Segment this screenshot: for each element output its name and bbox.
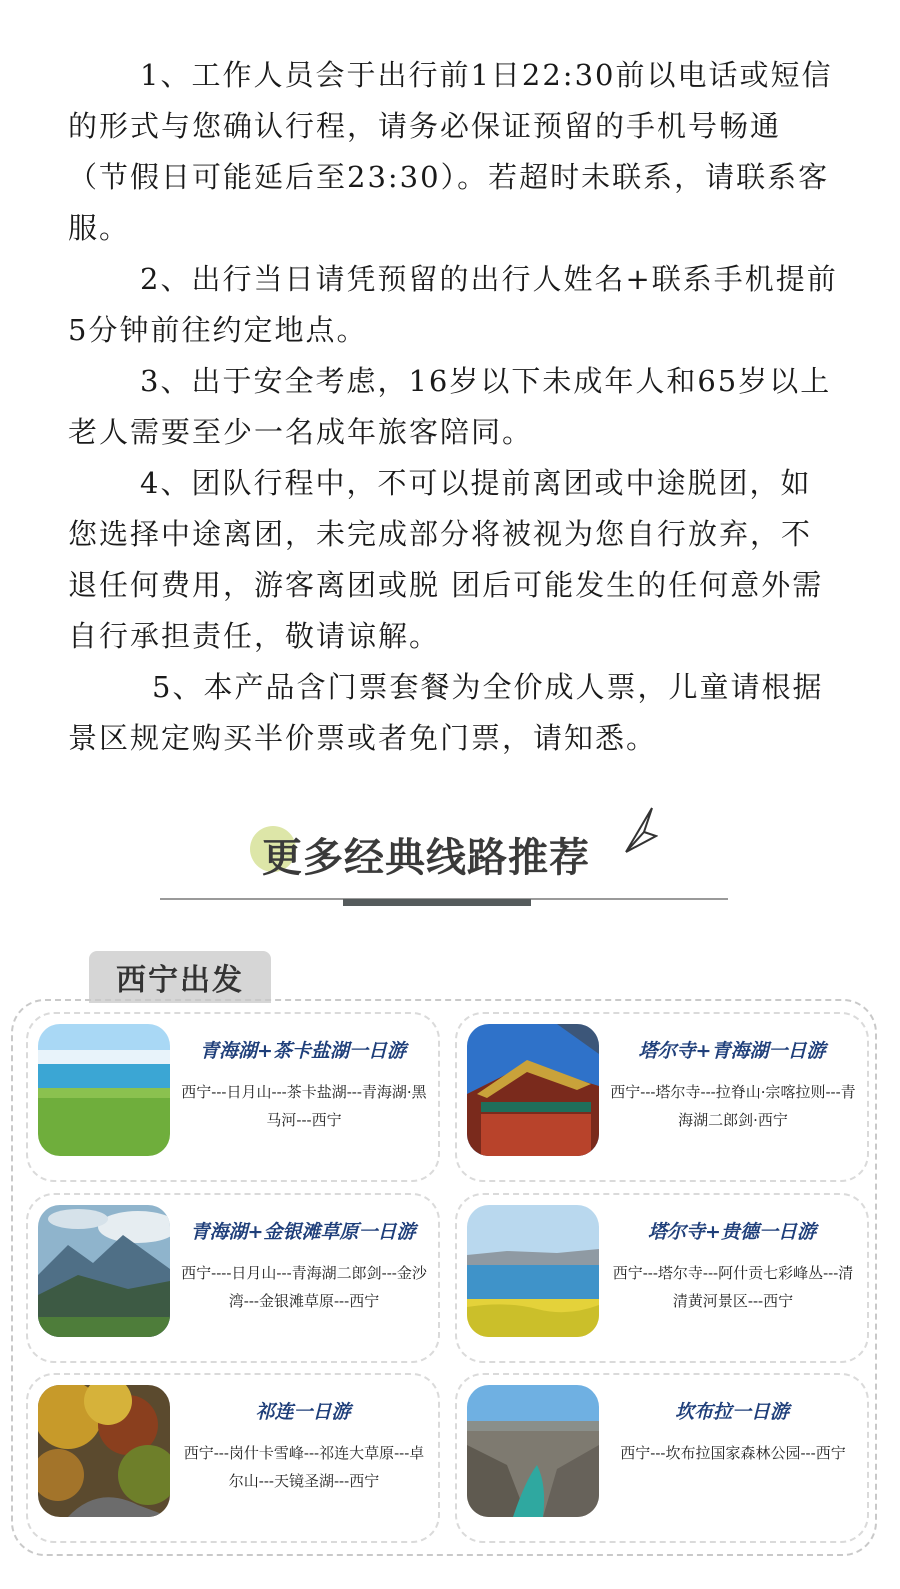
route-title: 青海湖+金银滩草原一日游 [190,1221,416,1243]
route-thumbnail [467,1205,599,1337]
route-card[interactable] [455,1012,869,1182]
route-card[interactable] [455,1373,869,1543]
section-title: 更多经典线路推荐 [262,834,590,881]
route-thumbnail [38,1385,170,1517]
route-title: 塔尔寺+青海湖一日游 [638,1040,826,1062]
route-description: 西宁---日月山---茶卡盐湖---青海湖·黑马河---西宁 [181,1083,427,1129]
route-description: 西宁----日月山---青海湖二郎剑---金沙湾---金银滩草原---西宁 [181,1264,427,1310]
route-card[interactable] [455,1193,869,1363]
route-title: 塔尔寺+贵德一日游 [648,1221,816,1243]
route-title: 祁连一日游 [255,1401,351,1423]
route-card[interactable] [26,1373,440,1543]
notice-paragraph: 2、出行当日请凭预留的出行人姓名+联系手机提前5分钟前往约定地点。 [68,262,838,347]
route-description: 西宁---坎布拉国家森林公园---西宁 [620,1444,846,1462]
tab-xining-departure[interactable]: 西宁出发 [89,951,271,1003]
route-title: 坎布拉一日游 [674,1401,789,1423]
notice-paragraph: 3、出于安全考虑，16岁以下未成年人和65岁以上老人需要至少一名成年旅客陪同。 [68,364,832,449]
section-divider-highlight [343,899,531,906]
route-description: 西宁---塔尔寺---拉脊山·宗喀拉则---青海湖二郎剑·西宁 [610,1083,856,1129]
paper-plane-icon [622,802,658,856]
notice-paragraph: 1、工作人员会于出行前1日22:30前以电话或短信的形式与您确认行程，请务必保证预留的手机号畅通（节假日可能延后至23:30）。若超时未联系，请联系客服。 [68,58,833,245]
route-thumbnail [38,1205,170,1337]
route-description: 西宁---塔尔寺---阿什贡七彩峰丛---清清黄河景区---西宁 [612,1264,854,1310]
notice-paragraph: 5、本产品含门票套餐为全价成人票，儿童请根据景区规定购买半价票或者免门票，请知悉。 [68,670,824,755]
route-thumbnail [467,1385,599,1517]
route-thumbnail [38,1024,170,1156]
route-thumbnail [467,1024,599,1156]
route-card[interactable] [26,1012,440,1182]
route-title: 青海湖+茶卡盐湖一日游 [200,1040,406,1062]
route-card[interactable] [26,1193,440,1363]
route-description: 西宁---岗什卡雪峰---祁连大草原---卓尔山---天镜圣湖---西宁 [183,1444,425,1490]
notice-section [68,50,838,764]
notice-paragraph: 4、团队行程中，不可以提前离团或中途脱团，如您选择中途离团，未完成部分将被视为您自行放弃，不退任何费用，游客离团或脱 团后可能发生的任何意外需自行承担责任，敬请谅解。 [68,466,824,653]
